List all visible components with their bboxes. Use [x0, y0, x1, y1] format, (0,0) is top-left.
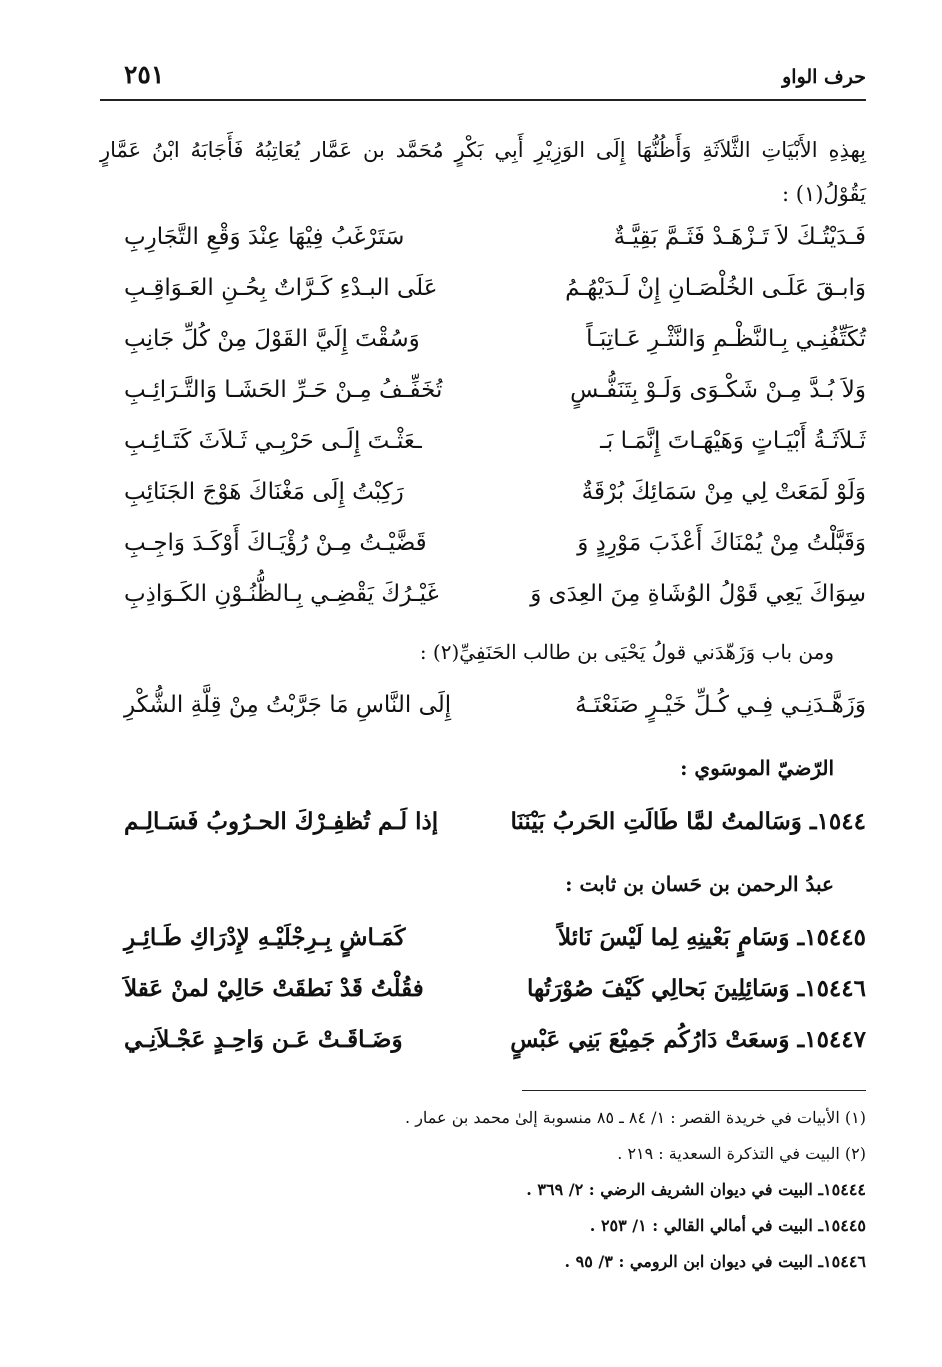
prose-line: ومن باب وَزَهّدَني قولُ يَحْيَى بن طالب الحَنَفِيِّ(٢) : — [419, 640, 834, 664]
verse-line — [124, 924, 866, 968]
page-number: ٢٥١ — [124, 60, 165, 89]
verse-left-hemistich: وَضَـاقَـتْ عَـن وَاحِـدٍ عَجْـلاَنِـي — [124, 1026, 403, 1053]
verse-right-hemistich: ١٥٤٤ـ وَسَالمتُ لمَّا طَالَتِ الحَربُ بَيْنَنَا — [510, 808, 866, 835]
verse-line — [124, 377, 866, 421]
footnote: (٢) البيت في التذكرة السعدية : ٢١٩ . — [617, 1144, 866, 1163]
verse-line — [124, 326, 866, 370]
verse-right-hemistich: وَلَوْ لَمَعَتْ لِي مِنْ سَمَائِكَ بُرْقَةٌ — [581, 479, 866, 505]
verse-line — [124, 808, 866, 852]
verse-left-hemistich: سَتَرْغَبُ فِيْهَا عِنْدَ وَقْعِ التَّجَارِبِ — [124, 224, 405, 250]
verse-line — [124, 428, 866, 472]
verse-left-hemistich: ـعَثْـتَ إِلَـى حَرْبِـي ثَـلاَثَ كَتَـائِـبِ — [124, 428, 422, 454]
section-title: حرف الواو — [782, 66, 866, 88]
verse-right-hemistich: فَـدَيْتُـكَ لاَ تَـزْهَـدْ فَثَـمَّ بَقِيَّـةٌ — [613, 224, 866, 250]
footnote: ١٥٤٤٦ـ البيت في ديوان ابن الرومي : ٣/ ٩٥ . — [564, 1252, 866, 1271]
verse-line — [124, 1026, 866, 1070]
verse-left-hemistich: عَلَى البـدْءِ كَـرَّاتٌ بِحُـنِ العَـوَاقِـبِ — [124, 275, 438, 301]
footnote-rule — [522, 1090, 866, 1091]
verse-right-hemistich: تُكَتِّفُنِـي بِـالنَّظْـمِ وَالنَّثْـرِ عَـاتِبَـاً — [586, 326, 866, 352]
verse-right-hemistich: وَلاَ بُـدَّ مِـنْ شَكْـوَى وَلَـوْ بِتَنَفُّـسٍ — [570, 377, 866, 403]
verse-line — [124, 224, 866, 268]
footnote: ١٥٤٤٤ـ البيت في ديوان الشريف الرضي : ٢/ ٣٦٩ . — [526, 1180, 866, 1199]
verse-left-hemistich: إِلَى النَّاسِ مَا جَرَّبْتُ مِنْ قِلَّةِ الشُّكْرِ — [124, 692, 452, 718]
verse-left-hemistich: وَسُقْتَ إِلَيَّ القَوْلَ مِنْ كُلِّ جَانِبِ — [124, 326, 420, 352]
verse-right-hemistich: ١٥٤٤٧ـ وَسعَتْ دَارُكُم جَمِيْعَ بَنِي عَبْسٍ — [510, 1026, 866, 1053]
verse-left-hemistich: قَضَّيْـتُ مِـنْ رُؤْيَـاكَ أَوْكَـدَ وَاجِـبِ — [124, 530, 427, 556]
verse-right-hemistich: وَزَهَّـدَنِـي فِـي كُـلِّ خَيْـرٍ صَنَعْتَـهُ — [575, 692, 866, 718]
verse-right-hemistich: وَقَبَّلْتُ مِنْ يُمْنَاكَ أَعْذَبَ مَوْرِدٍ وَ — [577, 530, 866, 556]
verse-right-hemistich: وَابـقَ عَلَـى الخُلْصَـانِ إِنْ لَـدَيْهُـمُ — [565, 275, 866, 301]
verse-left-hemistich: كَمَـاشٍ بِـرِجْلَيْـهِ لإِدْرَاكِ طَـائِـرِ — [124, 924, 406, 951]
page-header — [100, 58, 866, 98]
poet-heading: الرّضيّ الموسَوي : — [680, 756, 834, 780]
verse-line — [124, 581, 866, 625]
verse-line — [124, 530, 866, 574]
footnote: ١٥٤٤٥ـ البيت في أمالي القالي : ١/ ٢٥٣ . — [589, 1216, 866, 1235]
verse-line — [124, 692, 866, 736]
verse-line — [124, 975, 866, 1019]
intro-paragraph: بِهذِهِ الأَبْيَاتِ الثَّلاَثَةِ وَأَظُنُّهَا إِلَى الوَزِيْرِ أَبِي بَكْرٍ مُحَمَّد بن عَمَّار يُعَاتِبُهُ فَأَجَابَهُ ابْنُ عَمَّارٍ يَقُوْلُ(١) : — [100, 138, 866, 206]
poet-heading: عبدُ الرحمن بن حَسان بن ثابت : — [565, 872, 834, 896]
verse-left-hemistich: غَيْـرُكَ يَقْضِـي بِـالظُّنُـوْنِ الكَـوَاذِبِ — [124, 581, 439, 607]
verse-right-hemistich: ١٥٤٤٦ـ وَسَائِلِينَ بَحالِي كَيْفَ صُوْرَتُها — [526, 975, 866, 1002]
verse-left-hemistich: رَكِبْتُ إِلَى مَغْنَاكَ هَوْجَ الجَنَائِبِ — [124, 479, 404, 505]
verse-left-hemistich: إذا لَـم تُظفِـرْكَ الحـرُوبُ فَسَـالِـم — [124, 808, 439, 835]
verse-left-hemistich: تُخَفِّـفُ مِـنْ حَـرِّ الحَشَـا وَالتَّـرَائِـبِ — [124, 377, 443, 403]
verse-right-hemistich: سِوَاكَ يَعِي قَوْلُ الوُشَاةِ مِنَ العِدَى وَ — [530, 581, 866, 607]
header-rule — [100, 99, 866, 101]
verse-line — [124, 479, 866, 523]
verse-right-hemistich: ١٥٤٤٥ـ وَسَامٍ بَعْينِهِ لِما لَيْسَ نَائلاً — [557, 924, 866, 951]
verse-left-hemistich: فقُلْتُ قَدْ نَطقَتْ حَالِيْ لمنْ عَقلاَ — [124, 975, 424, 1002]
verse-right-hemistich: ثَـلاَثَـةُ أَبْيَـاتٍ وَهَيْهَـاتَ إِنَّمَـا بَـ — [600, 428, 866, 454]
verse-line — [124, 275, 866, 319]
footnote: (١) الأبيات في خريدة القصر : ١/ ٨٤ ـ ٨٥ منسوبة إلىٰ محمد بن عمار . — [405, 1108, 866, 1127]
